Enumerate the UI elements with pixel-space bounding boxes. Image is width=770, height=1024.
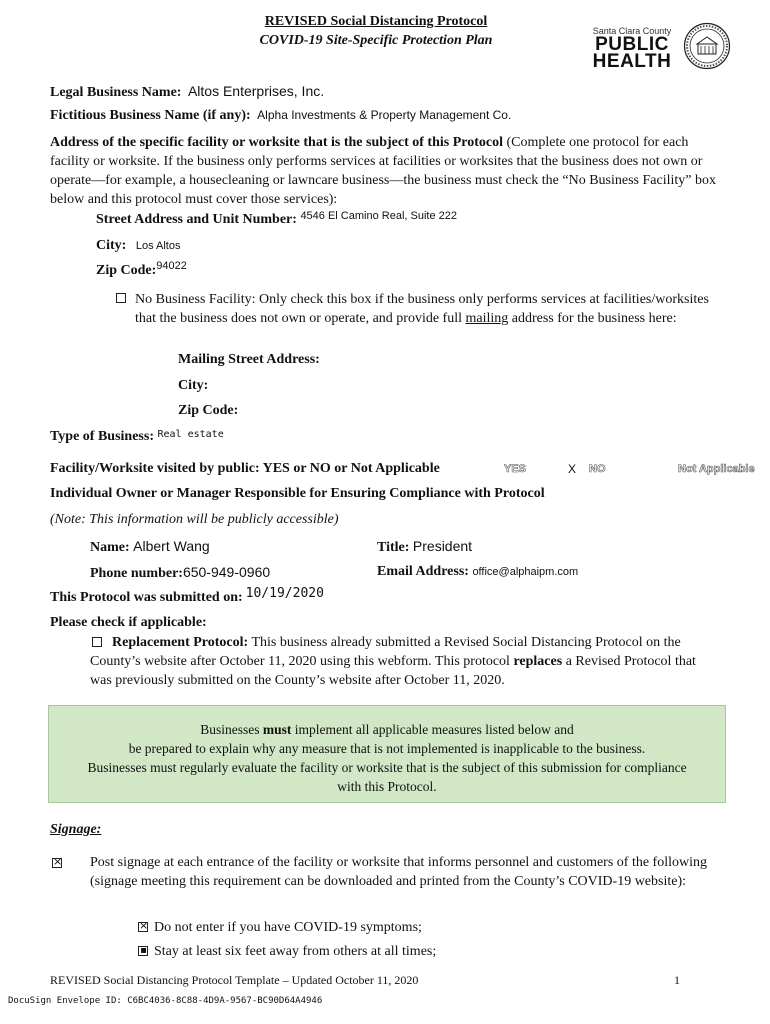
owner-heading: Individual Owner or Manager Responsible for Ensuring Compliance with Protocol xyxy=(50,486,545,501)
county-seal-icon xyxy=(683,22,731,70)
owner-title-row xyxy=(377,538,472,556)
logo-county-text: Santa Clara County xyxy=(592,26,672,36)
submitted-row xyxy=(50,586,324,606)
owner-title-label: Title: xyxy=(377,540,410,555)
visited-no-option[interactable]: NO xyxy=(589,463,606,475)
footer-page-number: 1 xyxy=(674,973,680,987)
city-label: City: xyxy=(96,238,127,253)
signage-heading: Signage: xyxy=(50,822,102,837)
street-address-value[interactable]: 4546 El Camino Real, Suite 222 xyxy=(300,210,457,222)
mailing-zip-label: Zip Code: xyxy=(178,403,239,418)
signage-sub1-checkbox[interactable] xyxy=(138,922,148,932)
no-facility-text-b: address for the business here: xyxy=(508,311,677,326)
type-of-business-value[interactable]: Real estate xyxy=(157,429,224,440)
legal-business-name-value[interactable]: Altos Enterprises, Inc. xyxy=(187,83,325,99)
no-facility-checkbox[interactable] xyxy=(116,291,132,307)
check-applicable-label: Please check if applicable: xyxy=(50,615,207,630)
address-intro-bold: Address of the specific facility or worksite that is the subject of this Protocol xyxy=(50,135,503,150)
visited-by-public-label: Facility/Worksite visited by public: YES or NO or Not Applicable xyxy=(50,461,440,476)
document-subtitle: COVID-19 Site-Specific Protection Plan xyxy=(259,33,493,48)
mailing-city-label: City: xyxy=(178,378,209,393)
notice-line-4: with this Protocol. xyxy=(337,779,437,794)
visited-yes-option[interactable]: YES xyxy=(504,463,527,475)
no-facility-text-a: No Business Facility: Only check this box if the business only performs services at facilities/worksites that the business does not own or operate, and provide full xyxy=(135,292,709,326)
address-intro-text: (Complete one protocol for each facility or worksite. If the business only performs services at facilities or worksites that the business does not own or operate—for example, a housecleaning or lawncare business—the business must check the “No Business Facility” box below and this protocol must cover those services): xyxy=(50,135,716,207)
no-facility-checkbox-box[interactable] xyxy=(116,293,126,303)
logo-health-text: HEALTH xyxy=(592,51,672,72)
replacement-protocol-text xyxy=(90,633,720,690)
legal-business-name-row xyxy=(50,83,324,101)
visited-na-option[interactable]: Not Applicable xyxy=(678,463,755,475)
legal-business-name-label: Legal Business Name: xyxy=(50,85,182,100)
docusign-envelope-id: DocuSign Envelope ID: C6BC4036-8C88-4D9A-9567-BC90D64A4946 xyxy=(8,996,323,1006)
submitted-label: This Protocol was submitted on: xyxy=(50,590,243,605)
city-value[interactable]: Los Altos xyxy=(135,240,181,252)
signage-sub2-checkbox[interactable] xyxy=(138,946,148,956)
owner-phone-label: Phone number: xyxy=(90,566,183,581)
signage-sub2-text: Stay at least six feet away from others at all times; xyxy=(154,944,437,959)
replacement-bold2: replaces xyxy=(513,654,563,669)
replacement-text-a: This business already submitted a Revised Social Distancing Protocol on the County’s website after October 11, 2020 using this webform. This protocol xyxy=(90,635,681,669)
fictitious-business-name-value[interactable]: Alpha Investments & Property Management Co. xyxy=(257,108,512,122)
type-of-business-label: Type of Business: xyxy=(50,429,154,444)
zip-code-value[interactable]: 94022 xyxy=(156,260,187,272)
owner-phone-value[interactable]: 650-949-0960 xyxy=(182,564,271,580)
type-of-business-row xyxy=(50,429,224,445)
compliance-notice-box xyxy=(48,705,726,803)
owner-email-value[interactable]: office@alphaipm.com xyxy=(472,566,579,578)
zip-code-row xyxy=(96,260,187,279)
owner-title-value[interactable]: President xyxy=(412,538,473,554)
document-title: REVISED Social Distancing Protocol xyxy=(264,14,488,29)
owner-name-label: Name: xyxy=(90,540,130,555)
notice-line-1: Businesses must implement all applicable measures listed below and xyxy=(200,722,574,737)
owner-name-row xyxy=(90,538,210,556)
logo-public-text: PUBLIC xyxy=(595,34,669,55)
owner-email-label: Email Address: xyxy=(377,564,469,579)
fictitious-business-name-label: Fictitious Business Name (if any): xyxy=(50,108,251,123)
owner-name-value[interactable]: Albert Wang xyxy=(133,538,210,554)
notice-line-2: be prepared to explain why any measure that is not implemented is inapplicable to the business. xyxy=(128,741,646,756)
visited-selection-mark: X xyxy=(568,462,577,476)
signage-sub1-row xyxy=(138,920,422,936)
replacement-bold: Replacement Protocol: xyxy=(112,635,249,650)
signage-item-text: Post signage at each entrance of the facility or worksite that informs personnel and customers of the following (signage meeting this requirement can be downloaded and printed from the County’s COVID-19 website): xyxy=(90,855,707,889)
mailing-street-label: Mailing Street Address: xyxy=(178,352,320,367)
street-address-row xyxy=(96,212,457,228)
footer-template-text: REVISED Social Distancing Protocol Template – Updated October 11, 2020 xyxy=(50,973,419,987)
signage-sub2-row xyxy=(138,944,436,960)
fictitious-business-name-row xyxy=(50,108,511,124)
submitted-date-value[interactable]: 10/19/2020 xyxy=(245,586,324,601)
no-facility-text xyxy=(135,290,715,328)
public-health-logo xyxy=(592,26,672,70)
address-intro-paragraph xyxy=(50,133,730,209)
city-row xyxy=(96,238,180,254)
replacement-text-b: a Revised Protocol that was previously submitted on the County’s website after October 11, 2020. xyxy=(90,654,696,688)
signage-main-checkbox-box[interactable] xyxy=(52,858,62,868)
street-address-label: Street Address and Unit Number: xyxy=(96,212,297,227)
notice-line-3: Businesses must regularly evaluate the facility or worksite that is the subject of this submission for compliance xyxy=(87,760,687,775)
owner-note: (Note: This information will be publicly accessible) xyxy=(50,512,339,527)
owner-phone-row xyxy=(90,564,270,582)
signage-main-checkbox[interactable] xyxy=(52,856,68,872)
owner-email-row xyxy=(377,564,578,580)
signage-sub1-text: Do not enter if you have COVID-19 symptoms; xyxy=(154,920,422,935)
zip-code-label: Zip Code: xyxy=(96,263,157,278)
no-facility-underlined: mailing xyxy=(465,311,509,326)
